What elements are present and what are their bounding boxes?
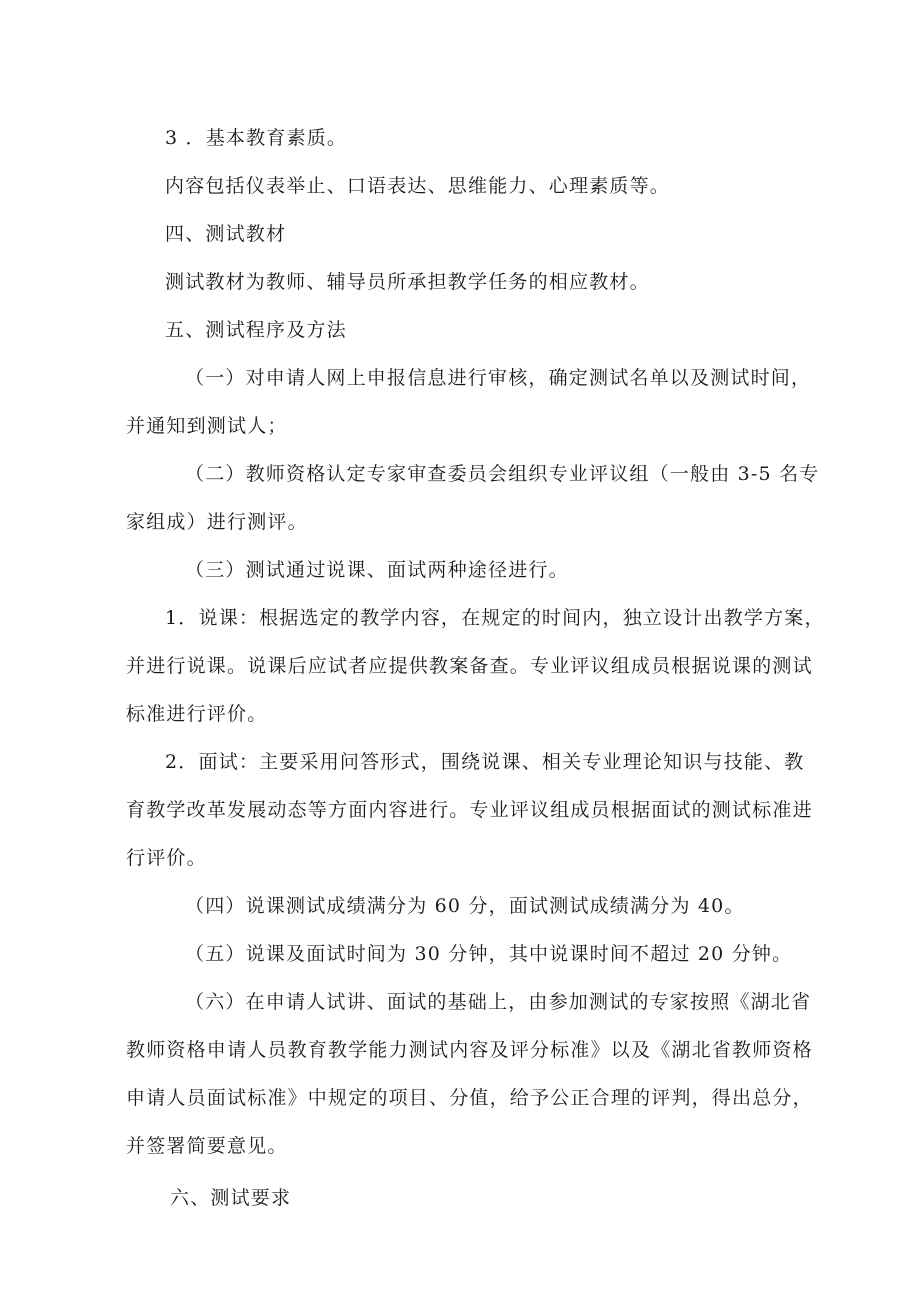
heading-test-procedure: 五、测试程序及方法 xyxy=(165,319,347,341)
procedure-6-line-4: 并签署简要意见。 xyxy=(126,1135,288,1157)
procedure-2-line-1: （二）教师资格认定专家审查委员会组织专业评议组（一般由 3-5 名专 xyxy=(185,463,820,485)
basic-quality-content: 内容包括仪表举止、口语表达、思维能力、心理素质等。 xyxy=(165,175,671,197)
procedure-6-line-3: 申请人员面试标准》中规定的项目、分值，给予公正合理的评判，得出总分， xyxy=(126,1087,813,1109)
interview-line-3: 行评价。 xyxy=(126,847,207,869)
interview-line-2: 育教学改革发展动态等方面内容进行。专业评议组成员根据面试的测试标准进 xyxy=(126,799,813,821)
procedure-5-time: （五）说课及面试时间为 30 分钟，其中说课时间不超过 20 分钟。 xyxy=(185,943,793,965)
procedure-3: （三）测试通过说课、面试两种途径进行。 xyxy=(185,559,569,581)
procedure-1-line-1: （一）对申请人网上申报信息进行审核，确定测试名单以及测试时间， xyxy=(185,367,812,389)
procedure-2-line-2: 家组成）进行测评。 xyxy=(126,511,308,533)
heading-test-materials: 四、测试教材 xyxy=(165,223,287,245)
lecture-line-2: 并进行说课。说课后应试者应提供教案备查。专业评议组成员根据说课的测试 xyxy=(126,655,813,677)
procedure-4-scores: （四）说课测试成绩满分为 60 分，面试测试成绩满分为 40。 xyxy=(185,895,745,917)
item-basic-quality: 3 ．基本教育素质。 xyxy=(165,127,348,149)
procedure-1-line-2: 并通知到测试人； xyxy=(126,415,288,437)
heading-test-requirements: 六、测试要求 xyxy=(170,1187,292,1209)
interview-line-1: 2．面试：主要采用问答形式，围绕说课、相关专业理论知识与技能、教 xyxy=(165,751,805,773)
procedure-6-line-1: （六）在申请人试讲、面试的基础上，由参加测试的专家按照《湖北省 xyxy=(185,991,812,1013)
lecture-line-1: 1．说课：根据选定的教学内容，在规定的时间内，独立设计出教学方案， xyxy=(165,607,825,629)
procedure-6-line-2: 教师资格申请人员教育教学能力测试内容及评分标准》以及《湖北省教师资格 xyxy=(126,1039,813,1061)
test-materials-text: 测试教材为教师、辅导员所承担教学任务的相应教材。 xyxy=(165,271,650,293)
lecture-line-3: 标准进行评价。 xyxy=(126,703,268,725)
